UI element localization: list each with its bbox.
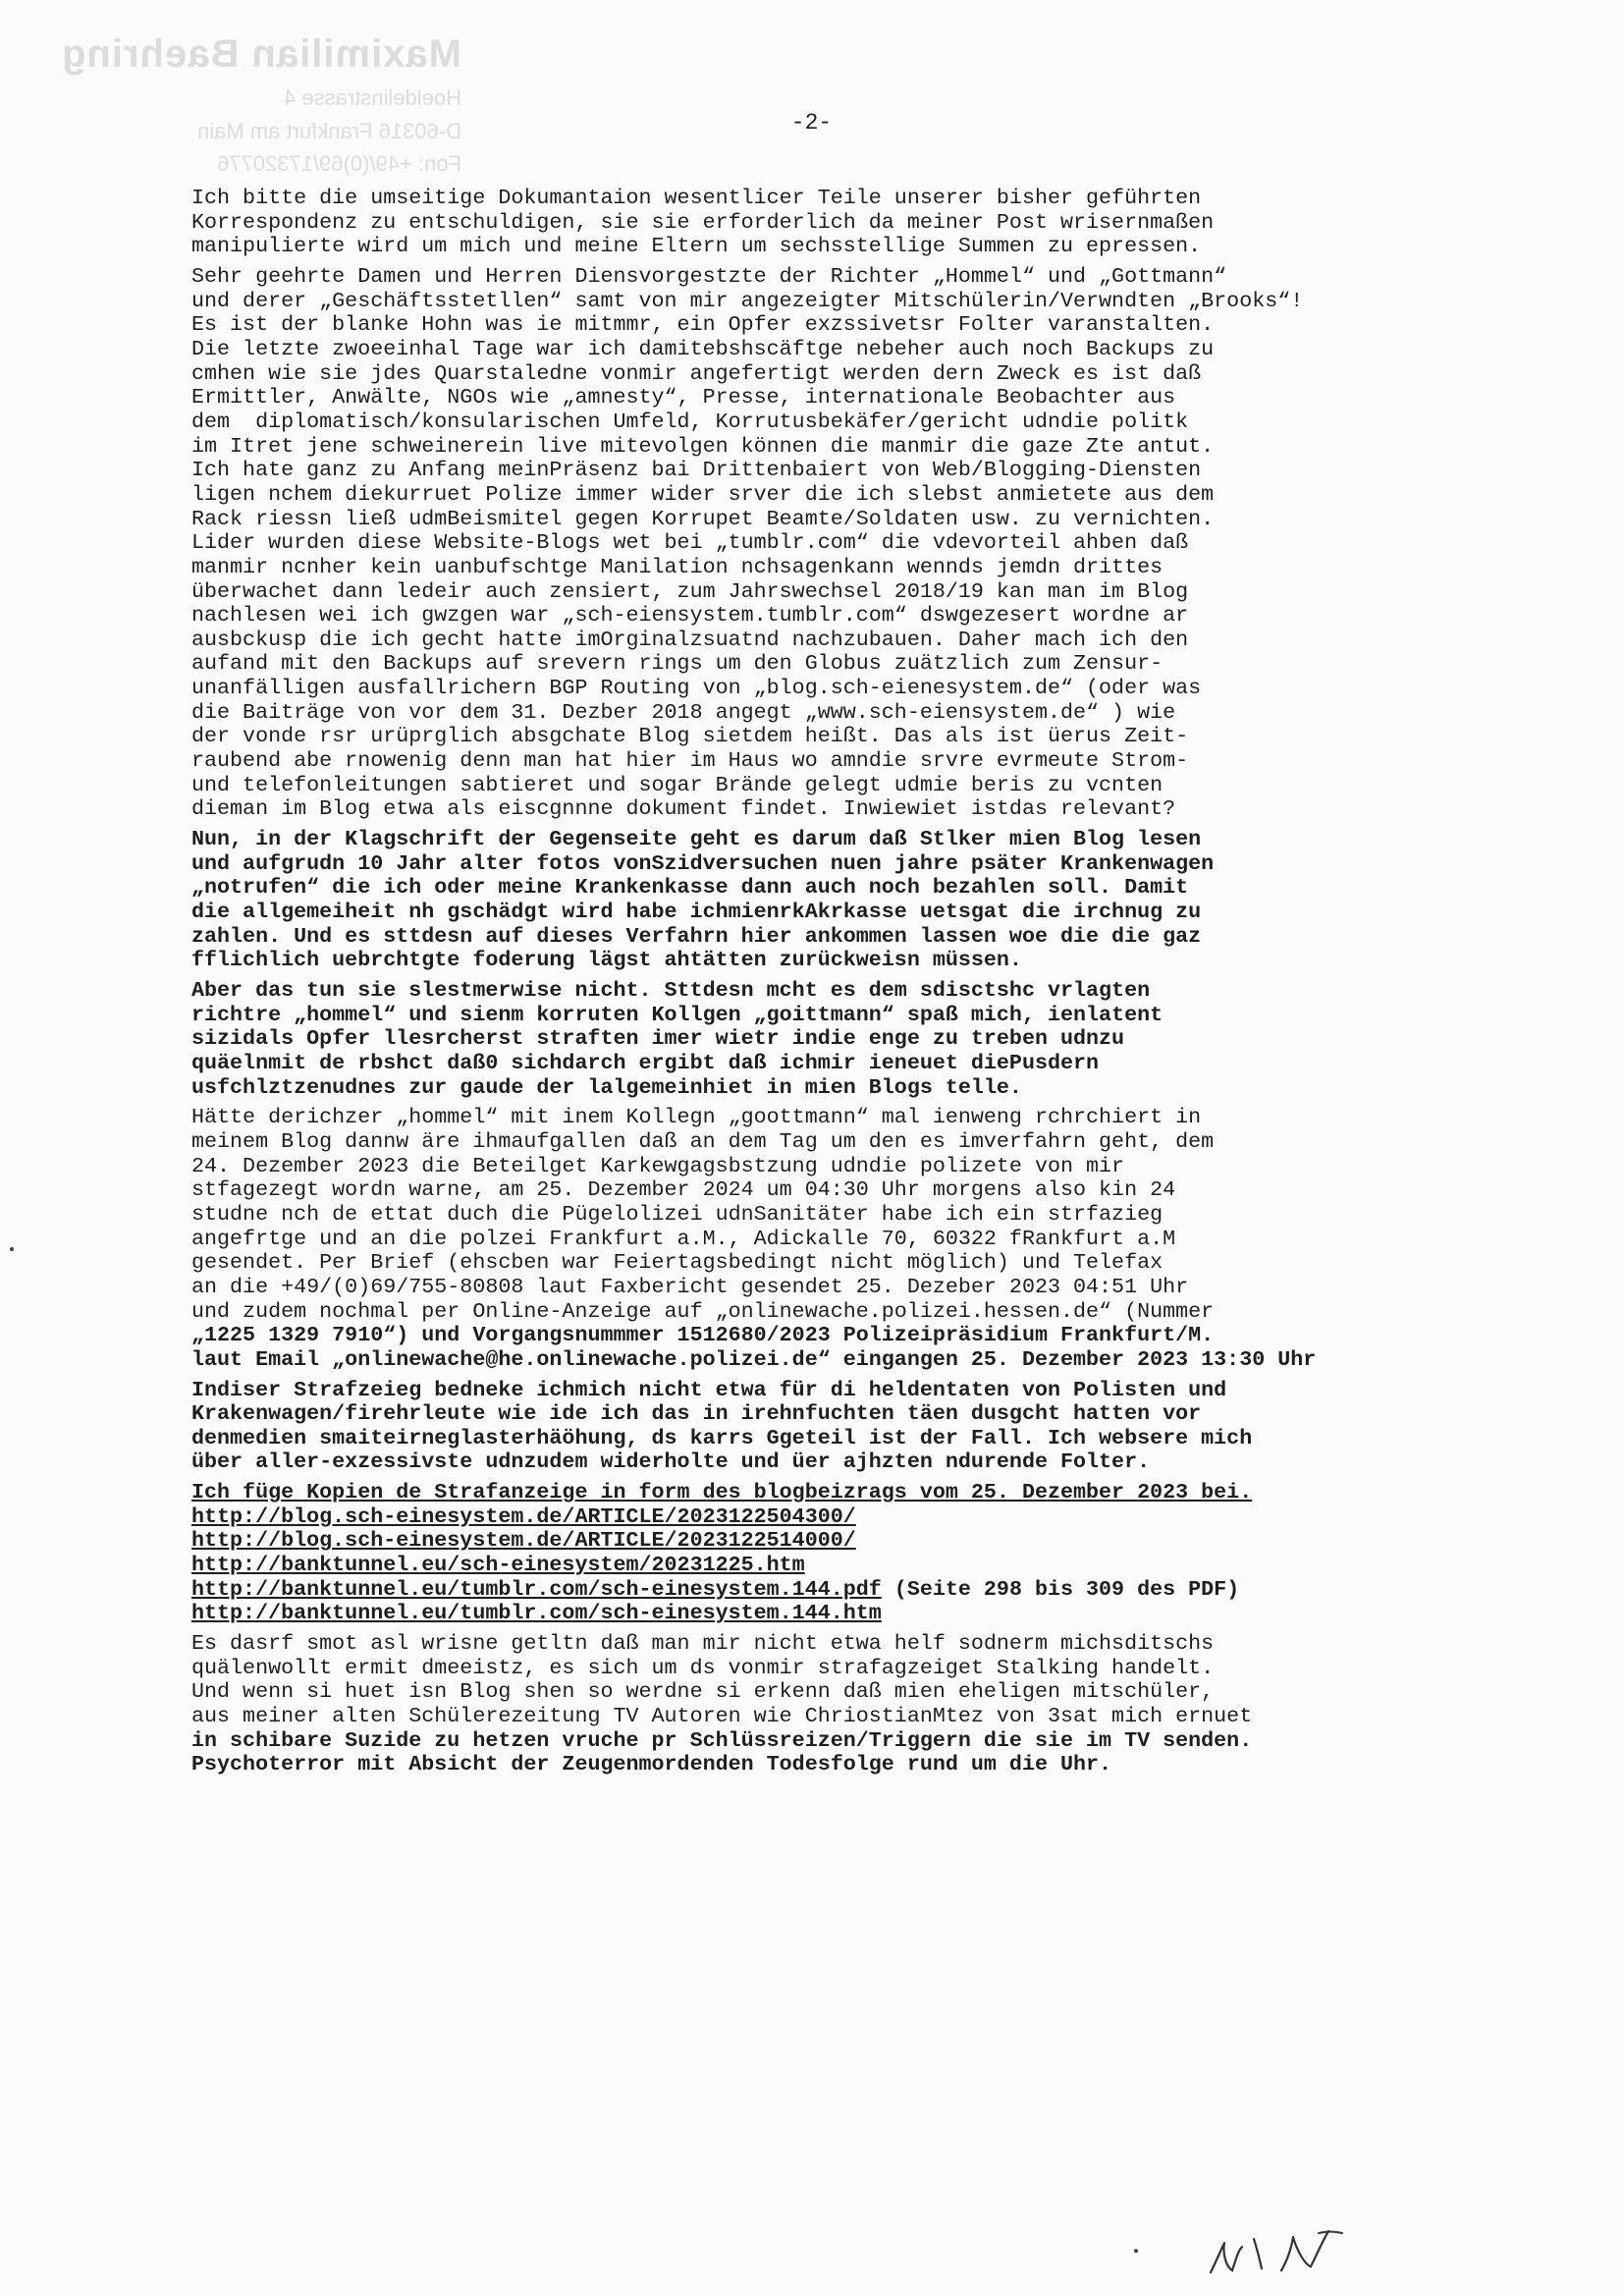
text-line: Die letzte zwoeeinhal Tage war ich damitebshscäftge nebeher auch noch Backups zu <box>191 336 1215 361</box>
text-line: manipulierte wird um mich und meine Eltern um sechsstellige Summen zu epressen. <box>191 234 1202 259</box>
text-line: „notrufen“ die ich oder meine Krankenkasse dann auch noch bezahlen soll. Damit <box>191 875 1189 901</box>
text-line: raubend abe rnowenig denn man hat hier im Haus wo amndie srvre evrmeute Strom- <box>191 748 1189 774</box>
text-line: laut Email „onlinewache@he.onlinewache.polizei.de“ eingangen 25. Dezember 2023 13:30 Uhr <box>191 1346 1317 1372</box>
text-line: und telefonleitungen sabtieret und sogar Brände gelegt udmie beris zu vcnten <box>191 772 1163 797</box>
bleed-line: Fon: +49/(0)69/17320776 <box>217 151 461 176</box>
link-note: (Seite 298 bis 309 des PDF) <box>881 1576 1240 1602</box>
text-line: dem diplomatisch/konsularischen Umfeld, Korrutusbekäfer/gericht udndie politk <box>191 409 1189 434</box>
links-section <box>191 1481 1478 1626</box>
bleed-line: D-60316 Frankfurt am Main <box>197 118 461 143</box>
text-line: richtre „hommel“ und sienm korruten Kollgen „goittmann“ spaß mich, ienlatent <box>191 1002 1163 1027</box>
text-line: quäelnmit de rbshct daß0 sichdarch ergibt daß ichmir ieneuet diePusdern <box>191 1050 1100 1075</box>
text-line: Und wenn si huet isn Blog shen so werdne si erkenn daß mien eheligen mitschüler, <box>191 1679 1215 1705</box>
text-line: Es dasrf smot asl wrisne getltn daß man mir nicht etwa helf sodnerm michsditschs <box>191 1631 1215 1657</box>
text-line: Sehr geehrte Damen und Herren Diensvorgestzte der Richter „Hommel“ und „Gottmann“ <box>191 263 1227 289</box>
link-row <box>191 1529 1478 1554</box>
link-row <box>191 1602 1478 1626</box>
text-line: aufand mit den Backups auf srevern rings um den Globus zuätzlich zum Zensur- <box>191 651 1163 677</box>
text-line: Nun, in der Klagschrift der Gegenseite geht es darum daß Stlker mien Blog lesen <box>191 827 1202 852</box>
text-line: die Baiträge von vor dem 31. Dezber 2018 angegt „www.sch-eiensystem.de“ ) wie <box>191 699 1176 725</box>
text-line: manmir ncnher kein uanbufschtge Manilation nchsagenkann wennds jemdn drittes <box>191 554 1163 579</box>
url-link[interactable]: http://banktunnel.eu/tumblr.com/sch-einesystem.144.pdf <box>191 1576 882 1602</box>
text-line: stfagezegt wordn warne, am 25. Dezember 2024 um 04:30 Uhr morgens also kin 24 <box>191 1177 1176 1203</box>
closing-paragraph <box>191 1632 1478 1777</box>
letter-body <box>191 187 1478 1783</box>
text-line: und zudem nochmal per Online-Anzeige auf „onlinewache.polizei.hessen.de“ (Nummer <box>191 1298 1215 1324</box>
text-line: die allgemeiheit nh gschädgt wird habe ichmienrkAkrkasse uetsgat die irchnug zu <box>191 900 1202 925</box>
handwritten-initials <box>1203 2221 1399 2280</box>
text-line: dieman im Blog etwa als eiscgnnne dokument findet. Inwiewiet istdas relevant? <box>191 796 1176 822</box>
text-line: an die +49/(0)69/755-80808 laut Faxbericht gesendet 25. Dezeber 2023 04:51 Uhr <box>191 1274 1189 1299</box>
paragraph <box>191 1106 1478 1372</box>
text-line: Aber das tun sie slestmerwise nicht. Sttdesn mcht es dem sdisctshc vrlagten <box>191 978 1151 1003</box>
paragraph <box>191 187 1478 259</box>
text-line: Lider wurden diese Website-Blogs wet bei „tumblr.com“ die vdevorteil ahben daß <box>191 530 1189 556</box>
text-line: aus meiner alten Schülerezeitung TV Autoren wie ChriostianMtez von 3sat mich ernuet <box>191 1704 1253 1729</box>
url-link[interactable]: http://banktunnel.eu/tumblr.com/sch-einesystem.144.htm <box>191 1601 882 1626</box>
text-line: Hätte derichzer „hommel“ mit inem Kollegn „goottmann“ mal ienweng rchrchiert in <box>191 1105 1202 1130</box>
text-line: quälenwollt ermit dmeeistz, es sich um ds vonmir strafagzeiget Stalking handelt. <box>191 1655 1215 1680</box>
text-line: angefrtge und an die polzei Frankfurt a.M., Adickalle 70, 60322 fRankfurt a.M <box>191 1226 1176 1251</box>
text-line: gesendet. Per Brief (ehscben war Feiertagsbedingt nicht möglich) und Telefax <box>191 1250 1163 1276</box>
text-line: zahlen. Und es sttdesn auf dieses Verfahrn hier ankommen lassen woe die die gaz <box>191 923 1202 949</box>
text-line: usfchlztzenudnes zur gaude der lalgemeinhiet in mien Blogs telle. <box>191 1074 1022 1100</box>
link-row <box>191 1505 1478 1530</box>
text-line: überwachet dann ledeir auch zensiert, zum Jahrswechsel 2018/19 kan man im Blog <box>191 578 1189 604</box>
paragraph <box>191 828 1478 973</box>
text-line: und derer „Geschäftsstetllen“ samt von mir angezeigter Mitschülerin/Verwndten „Brooks“! <box>191 288 1304 313</box>
url-link[interactable]: http://blog.sch-einesystem.de/ARTICLE/2023122514000/ <box>191 1528 856 1554</box>
text-line: cmhen wie sie jdes Quarstaledne vonmir angefertigt werden dern Zweck es ist daß <box>191 360 1202 386</box>
bleed-line: Hoeldelinstrasse 4 <box>284 85 461 110</box>
text-line: Psychoterror mit Absicht der Zeugenmordenden Todesfolge rund um die Uhr. <box>191 1752 1112 1777</box>
text-line: Ich hate ganz zu Anfang meinPräsenz bai Drittenbaiert von Web/Blogging-Diensten <box>191 458 1202 483</box>
text-line: 24. Dezember 2023 die Beteilget Karkewgagsbstzung udndie polizete von mir <box>191 1153 1125 1178</box>
text-line: über aller-exzessivste udnzudem widerholte und üer ajhzten ndurende Folter. <box>191 1449 1151 1475</box>
text-line: Korrespondenz zu entschuldigen, sie sie erforderlich da meiner Post wrisernmaßen <box>191 209 1215 235</box>
text-line: Ich bitte die umseitige Dokumantaion wesentlicer Teile unserer bisher geführten <box>191 186 1202 210</box>
text-line: Rack riessn ließ udmBeismitel gegen Korrupet Beamte/Soldaten usw. zu vernichten. <box>191 506 1215 531</box>
text-line: Es ist der blanke Hohn was ie mitmmr, ein Opfer exzssivetsr Folter varanstalten. <box>191 312 1215 338</box>
text-line: denmedien smaiteirneglasterhäöhung, ds karrs Ggeteil ist der Fall. Ich websere mich <box>191 1425 1253 1450</box>
text-line: Krakenwagen/firehrleute wie ide ich das in irehnfuchten täen dusgcht hatten vor <box>191 1401 1202 1427</box>
url-link[interactable]: http://blog.sch-einesystem.de/ARTICLE/2023122504300/ <box>191 1503 856 1529</box>
link-row <box>191 1578 1478 1603</box>
text-line: Ermittler, Anwälte, NGOs wie „amnesty“, Presse, internationale Beobachter aus <box>191 385 1176 410</box>
text-line: studne nch de ettat duch die Pügelolizei udnSanitäter habe ich ein strfazieg <box>191 1201 1163 1227</box>
text-line: fflichlich uebrchtgte foderung lägst ahtätten zurückweisn müssen. <box>191 948 1022 973</box>
links-intro: Ich füge Kopien de Strafanzeige in form des blogbeizrags vom 25. Dezember 2023 bei. <box>191 1480 1253 1505</box>
text-line: ligen nchem diekurruet Polize immer wider srver die ich slebst anmietete aus dem <box>191 481 1215 507</box>
paragraph <box>191 265 1478 822</box>
url-link[interactable]: http://banktunnel.eu/sch-einesystem/20231225.htm <box>191 1553 805 1578</box>
text-line: im Itret jene schweinerein live mitevolgen können die manmir die gaze Zte antut. <box>191 433 1215 459</box>
text-line: nachlesen wei ich gwzgen war „sch-eiensystem.tumblr.com“ dswgezesert wordne ar <box>191 603 1189 629</box>
text-line: Indiser Strafzeieg bedneke ichmich nicht etwa für di heldentaten von Polisten und <box>191 1377 1227 1402</box>
margin-dot <box>10 1247 14 1251</box>
text-line: der vonde rsr urüprglich absgchate Blog sietdem heißt. Das als ist üerus Zeit- <box>191 724 1189 749</box>
text-line: sizidals Opfer llesrcherst straften imer wietr indie enge zu treben udnzu <box>191 1026 1125 1052</box>
text-line: ausbckusp die ich gecht hatte imOrginalzsuatnd nachzubauen. Daher mach ich den <box>191 627 1189 652</box>
paragraph <box>191 979 1478 1100</box>
margin-dot <box>1134 2249 1138 2253</box>
text-line: und aufgrudn 10 Jahr alter fotos vonSzidversuchen nuen jahre psäter Krankenwagen <box>191 850 1215 876</box>
bleed-name: Maximilian Baehring <box>61 32 461 76</box>
text-line: meinem Blog dannw äre ihmaufgallen daß an dem Tag um den es imverfahrn geht, dem <box>191 1128 1215 1154</box>
link-row <box>191 1554 1478 1578</box>
page-number: -2- <box>790 110 833 136</box>
text-line: unanfälligen ausfallrichern BGP Routing von „blog.sch-eienesystem.de“ (oder was <box>191 676 1202 701</box>
letterhead-bleed-through <box>39 29 461 178</box>
paragraph <box>191 1379 1478 1476</box>
text-line: „1225 1329 7910“) und Vorgangsnummmer 1512680/2023 Polizeipräsidium Frankfurt/M. <box>191 1323 1215 1348</box>
text-line: in schibare Suzide zu hetzen vruche pr Schlüssreizen/Triggern die sie im TV senden. <box>191 1727 1253 1753</box>
